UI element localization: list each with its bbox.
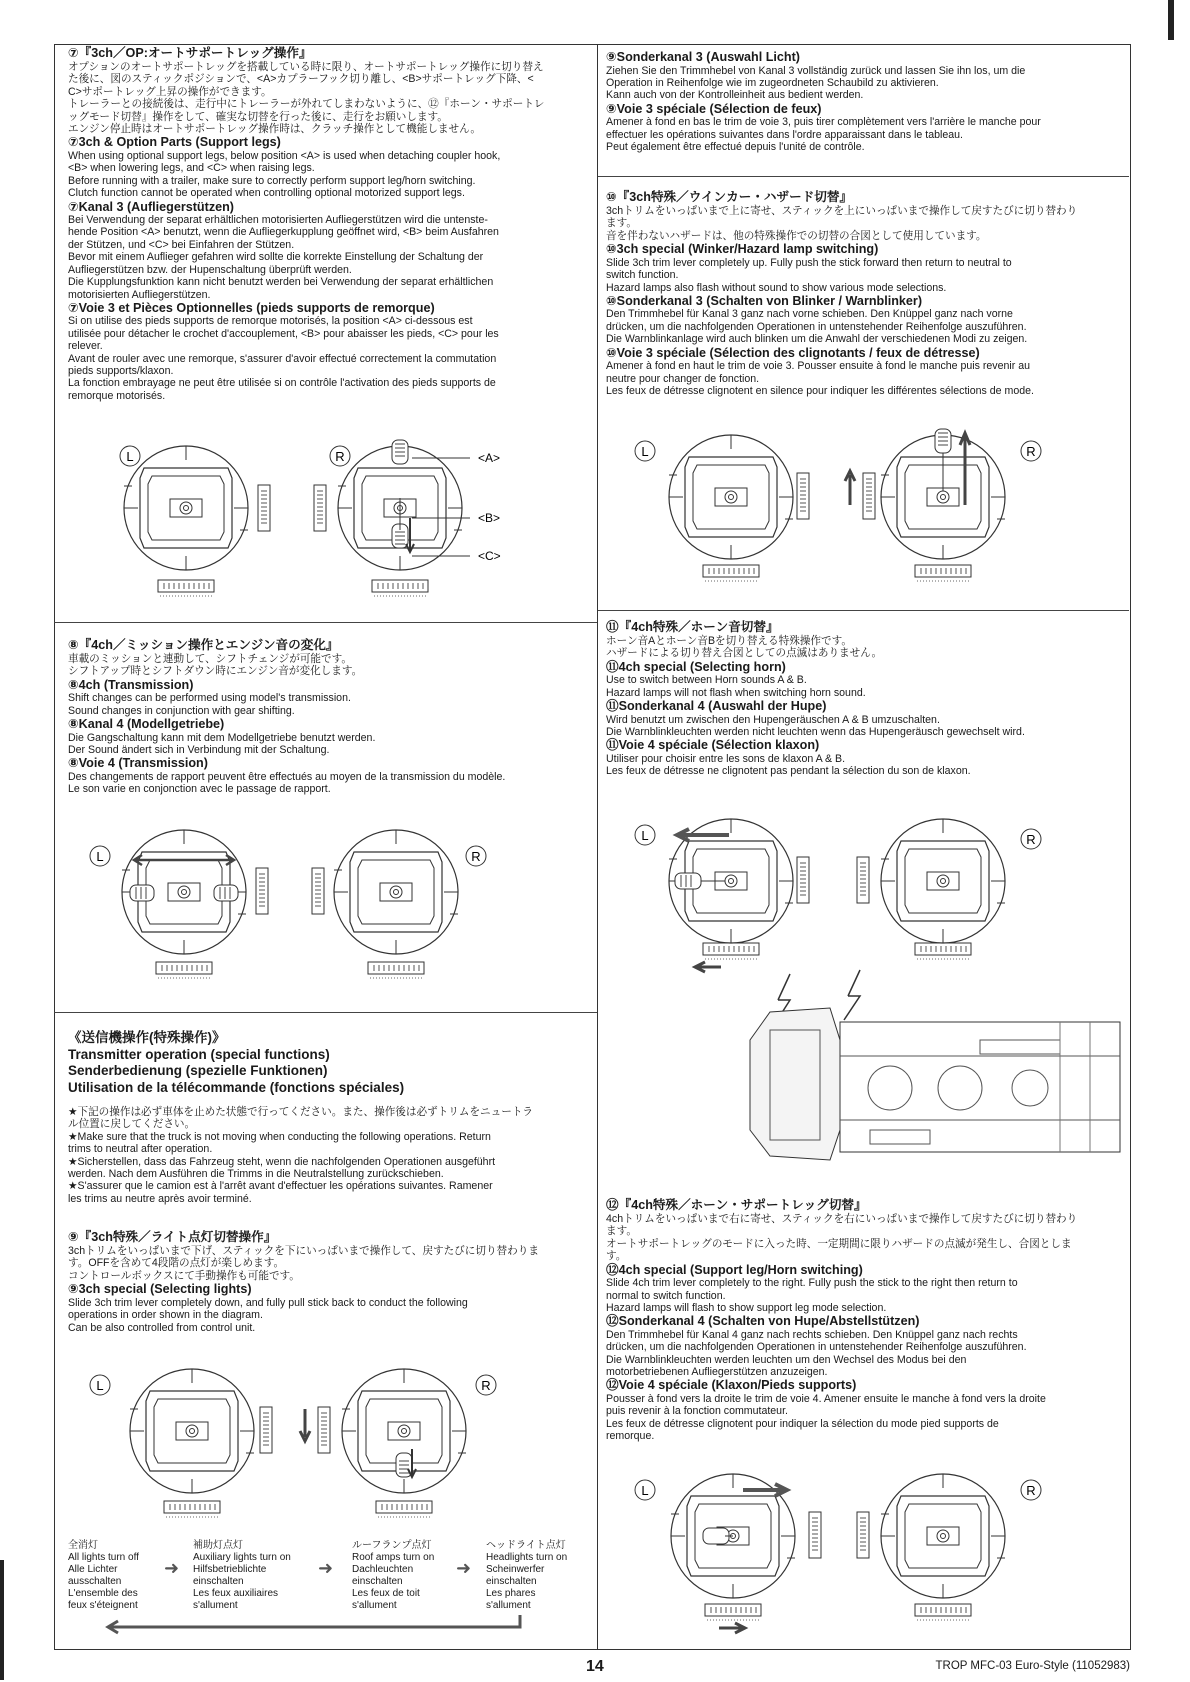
text-line: <B> when lowering legs, and <C> when raising legs. — [68, 162, 315, 175]
text-line: Die Warnblinkanlage wird auch blinken um die Anwahl der verschiedenen Modi zu zeigen. — [606, 333, 1028, 346]
section-8-en-title: ⑧4ch (Transmission) — [68, 677, 194, 692]
section-9-en-title: ⑨3ch special (Selecting lights) — [68, 1282, 252, 1297]
bottom-trim — [915, 943, 971, 959]
section-7-jp-title: ⑦『3ch／OP:オートサポートレッグ操作』 — [68, 46, 312, 60]
stick-knob — [675, 873, 701, 889]
svg-text:L: L — [126, 449, 134, 464]
text-line: Den Trimmhebel für Kanal 4 ganz nach rechts schieben. Den Knüppel ganz nach rechts — [606, 1328, 1018, 1341]
right-vtrim — [863, 473, 875, 519]
section-12-de-title: ⑫Sonderkanal 4 (Schalten von Hupe/Abstellstützen) — [606, 1314, 920, 1329]
bottom-trim — [376, 1501, 432, 1517]
special-operations — [68, 1030, 588, 1205]
stick-knob — [214, 885, 238, 901]
text-line: neutre pour changer de fonction. — [606, 372, 760, 385]
text-line: Slide 3ch trim lever completely up. Fully push the stick forward then return to neutral to — [606, 256, 1012, 269]
text-line: ル位置に戻してください。 — [68, 1118, 196, 1131]
arrow-right-icon: ➜ — [456, 1558, 472, 1578]
text-line: Amener à fond en bas le trim de voie 3, puis tirer complètement vers l'arrière le manche pour — [606, 116, 1041, 129]
section-12-fr-title: ⑫Voie 4 spéciale (Klaxon/Pieds supports) — [606, 1378, 857, 1393]
left-trim — [256, 868, 268, 914]
text-line: エンジン停止時はオートサポートレッグ操作時は、クラッチ操作として機能しません。 — [68, 123, 481, 136]
right-stick-gimbal — [881, 1474, 1005, 1598]
stick-knob — [935, 429, 951, 453]
text-line: Peut également être effectué depuis l'unité de contrôle. — [606, 141, 865, 154]
model-reference: TROP MFC-03 Euro-Style (11052983) — [935, 1660, 1130, 1672]
text-line: Le son varie en conjonction avec le passage de rapport. — [68, 783, 331, 796]
text-line: La fonction embrayage ne peut être utilisée si on contrôle l'activation des pieds supports de — [68, 377, 496, 390]
text-line: ッグモード切替』操作をして、確実な切替を行った後に、走行をお願いします。 — [68, 110, 448, 123]
left-stick-gimbal — [130, 1369, 254, 1493]
text-line: pieds supports/klaxon. — [68, 365, 174, 378]
section-9-de-title: ⑨Sonderkanal 3 (Auswahl Licht) — [606, 50, 801, 64]
right-vtrim — [312, 868, 324, 914]
text-line: ★S'assurer que le camion est à l'arrêt avant d'effectuer les opérations suivantes. Ramener — [68, 1180, 493, 1193]
svg-text:L: L — [641, 828, 649, 843]
text-line: Den Trimmhebel für Kanal 3 ganz nach vorne schieben. Den Knüppel ganz nach vorne — [606, 308, 1013, 321]
stick-label-right — [476, 1375, 496, 1395]
arrow-right-icon: ➜ — [318, 1558, 334, 1578]
text-line: す。OFFを含めて4段階の点灯が楽しめます。 — [68, 1257, 285, 1270]
special-jp-title: 《送信機操作(特殊操作)》 — [68, 1030, 226, 1045]
text-line: Aufliegerstützen bzw. der Hupenschaltung überprüft werden. — [68, 263, 352, 276]
left-trim — [809, 1512, 821, 1558]
divider — [598, 176, 1129, 177]
section-12-en-title: ⑫4ch special (Support leg/Horn switching) — [606, 1262, 863, 1277]
section-12 — [606, 1198, 1126, 1443]
stick-knob — [392, 440, 408, 464]
special-de-title: Senderbedienung (spezielle Funktionen) — [68, 1063, 328, 1078]
text-line: puis revenir à la fonction commutateur. — [606, 1405, 788, 1418]
text-line: Before running with a trailer, make sure to correctly perform support leg/horn switching. — [68, 174, 476, 187]
bottom-trim — [368, 962, 424, 978]
right-vtrim — [314, 485, 326, 531]
text-line: Bei Verwendung der separat erhältlichen motorisierten Aufliegerstützen wird die untenste- — [68, 214, 488, 227]
stick-label-left — [635, 1480, 655, 1500]
left-trim — [258, 485, 270, 531]
text-line: コントロールボックスにて手動操作も可能です。 — [68, 1269, 300, 1282]
edge-mark — [0, 1560, 4, 1680]
text-line: Utiliser pour choisir entre les sons de klaxon A & B. — [606, 752, 846, 765]
text-line: ます。 — [606, 217, 637, 230]
text-line: Ziehen Sie den Trimmhebel von Kanal 3 vollständig zurück und lassen Sie ihn los, um die — [606, 64, 1026, 77]
divider — [598, 610, 1129, 611]
label-a: <A> — [478, 451, 501, 465]
column-divider — [597, 44, 598, 1650]
left-stick-gimbal — [124, 446, 248, 570]
text-line: Use to switch between Horn sounds A & B. — [606, 674, 807, 687]
text-line: オプションのオートサポートレッグを搭載している時に限り、オートサポートレッグ操作に切り替え — [68, 61, 544, 73]
stick-label-left — [90, 846, 110, 866]
section-11-en-title: ⑪4ch special (Selecting horn) — [606, 659, 786, 674]
text-line: drücken, um die nachfolgenden Operationen in untenstehender Reihenfolge auszuführen. — [606, 1341, 1027, 1354]
text-line: werden. Nach dem Ausführen die Trimms in die Neutralstellung zurückschieben. — [68, 1168, 444, 1181]
svg-text:R: R — [471, 849, 481, 864]
bottom-trim — [703, 565, 759, 581]
section-11-de-title: ⑪Sonderkanal 4 (Auswahl der Hupe) — [606, 699, 827, 714]
svg-text:L: L — [641, 1483, 649, 1498]
bottom-trim — [703, 943, 759, 959]
text-line: Slide 4ch trim lever completely to the right. Fully push the stick to the right then return to — [606, 1277, 1018, 1290]
stick-label-right — [466, 846, 486, 866]
text-line: Hazard lamps will not flash when switching horn sound. — [606, 686, 866, 699]
right-vtrim — [857, 1512, 869, 1558]
text-line: 4chトリムをいっぱいまで右に寄せ、スティックを右にいっぱいまで操作して戻すたびに切り替わり — [606, 1213, 1078, 1225]
section-8 — [68, 638, 588, 796]
section-7 — [68, 46, 588, 402]
text-line: Avant de rouler avec une remorque, s'assurer d'avoir effectué correctement la commutation — [68, 352, 497, 365]
section-7-en-title: ⑦3ch & Option Parts (Support legs) — [68, 135, 281, 150]
text-line: C>サポートレッグ上昇の操作ができます。 — [68, 85, 272, 98]
section-9-fr-title: ⑨Voie 3 spéciale (Sélection de feux) — [606, 101, 822, 116]
section-11 — [606, 620, 1126, 778]
section-9-continued — [606, 50, 1126, 153]
text-line: ★下記の操作は必ず車体を止めた状態で行ってください。また、操作後は必ずトリムをニュートラ — [68, 1106, 534, 1118]
text-line: 3chトリムをいっぱいまで上に寄せ、スティックを上にいっぱいまで操作して戻すたびに切り替わり — [606, 205, 1078, 217]
text-line: operations in order shown in the diagram. — [68, 1309, 263, 1322]
text-line: utilisée pour détacher le crochet d'accouplement, <B> pour abaisser les pieds, <C> pour les — [68, 327, 499, 340]
text-line: Slide 3ch trim lever completely down, and fully pull stick back to conduct the following — [68, 1296, 468, 1309]
section-8-jp-title: ⑧『4ch／ミッション操作とエンジン音の変化』 — [68, 638, 339, 652]
diagram-transmission — [80, 820, 520, 995]
text-line: Si on utilise des pieds supports de remorque motorisés, la position <A> ci-dessous est — [68, 315, 473, 328]
svg-text:L: L — [641, 444, 649, 459]
diagram-horn — [625, 815, 1065, 980]
label-c: <C> — [478, 549, 501, 563]
text-line: Operation in Reihenfolge wie im zugeordneten Schaubild zu aktivieren. — [606, 76, 939, 89]
right-vtrim — [318, 1407, 330, 1453]
text-line: remorque motorisés. — [68, 389, 166, 402]
text-line: relever. — [68, 340, 103, 353]
text-line: drücken, um die nachfolgenden Operationen in untenstehender Reihenfolge auszuführen. — [606, 320, 1027, 333]
section-9-jp-title: ⑨『3ch特殊／ライト点灯切替操作』 — [68, 1230, 277, 1244]
text-line: 車載のミッションと連動して、シフトチェンジが可能です。 — [68, 653, 352, 665]
text-line: ホーン音Aとホーン音Bを切り替える特殊操作です。 — [606, 635, 852, 647]
text-line: Hazard lamps will flash to show support leg mode selection. — [606, 1301, 887, 1314]
stick-label-left — [635, 441, 655, 461]
stick-label-right — [1021, 829, 1041, 849]
stick-label-right — [1021, 441, 1041, 461]
text-line: Les feux de détresse clignotent pour indiquer la sélection du mode pied supports de — [606, 1417, 999, 1430]
lamp-step-1: 全消灯 All lights turn off Alle Lichter ausschalten L'ensemble des feux s'éteignent — [68, 1540, 139, 1611]
svg-text:R: R — [335, 449, 345, 464]
text-line: Kann auch von der Kontrolleinheit aus bedient werden. — [606, 89, 864, 102]
text-line: た後に、図のスティックポジションで、<A>カプラーフック切り離し、<B>サポートレッグ下降、< — [68, 73, 534, 86]
left-stick-gimbal — [669, 435, 793, 559]
section-10-de-title: ⑩Sonderkanal 3 (Schalten von Blinker / Warnblinker) — [606, 293, 923, 308]
svg-text:R: R — [1026, 832, 1036, 847]
text-line: Can be also controlled from control unit. — [68, 1321, 256, 1334]
section-10-fr-title: ⑩Voie 3 spéciale (Sélection des clignotants / feux de détresse) — [606, 345, 980, 360]
text-line: trims to neutral after operation. — [68, 1143, 213, 1156]
text-line: Clutch function cannot be operated when controlling optional motorized support legs. — [68, 187, 465, 200]
svg-text:R: R — [481, 1378, 491, 1393]
stick-label-left — [120, 446, 140, 466]
lamp-step-4: ヘッドライト点灯 Headlights turn on Scheinwerfer einschalten Les phares s'allument — [486, 1540, 568, 1611]
bottom-trim — [158, 580, 214, 596]
section-7-fr-title: ⑦Voie 3 et Pièces Optionnelles (pieds supports de remorque) — [68, 300, 435, 315]
text-line: hende Position <A> benutzt, wenn die Aufliegerkupplung geöffnet wird, <B> beim Ausfahren — [68, 226, 499, 239]
text-line: Les feux de détresse clignotent en silence pour indiquer les différentes sélections de mode. — [606, 384, 1034, 397]
bottom-trim — [156, 962, 212, 978]
text-line: motorbetriebenen Aufliegerstützen anzuzeigen. — [606, 1366, 828, 1379]
text-line: motorisierten Aufliegerstützen. — [68, 288, 211, 301]
section-8-de-title: ⑧Kanal 4 (Modellgetriebe) — [68, 717, 225, 732]
text-line: Wird benutzt um zwischen den Hupengeräuschen A & B umzuschalten. — [606, 713, 940, 726]
arrow-right-icon: ➜ — [164, 1558, 180, 1578]
text-line: Bevor mit einem Auflieger gefahren wird sollte die korrekte Einstellung der Schaltung der — [68, 251, 484, 264]
text-line: シフトアップ時とシフトダウン時にエンジン音が変化します。 — [68, 665, 363, 678]
text-line: ★Sicherstellen, dass das Fahrzeug steht, wenn die nachfolgenden Operationen ausgeführt — [68, 1155, 496, 1168]
text-line: 3chトリムをいっぱいまで下げ、スティックを下にいっぱいまで操作して、戻すたびに切り替わりま — [68, 1245, 539, 1257]
stick-label-left — [90, 1375, 110, 1395]
text-line: オートサポートレッグのモードに入った時、一定期間に限りハザードの点滅が発生し、合図としま — [606, 1237, 1072, 1250]
svg-text:L: L — [96, 849, 104, 864]
special-fr-title: Utilisation de la télécommande (fonctions spéciales) — [68, 1079, 405, 1095]
section-9 — [68, 1230, 588, 1334]
text-line: remorque. — [606, 1430, 655, 1443]
stick-label-right — [330, 446, 350, 466]
bottom-trim — [372, 580, 428, 596]
left-trim — [797, 473, 809, 519]
text-line: Die Warnblinkleuchten werden nicht leuchten wenn das Hupengeräusch gewechselt wird. — [606, 726, 1025, 739]
stick-label-left — [635, 825, 655, 845]
stick-knob — [130, 885, 154, 901]
text-line: Die Warnblinkleuchten werden leuchten um den Wechsel des Modus bei den — [606, 1353, 967, 1366]
svg-text:R: R — [1026, 1483, 1036, 1498]
bottom-trim — [915, 565, 971, 581]
diagram-hazard — [625, 425, 1065, 590]
truck-illustration — [740, 960, 1130, 1170]
text-line: normal to switch function. — [606, 1289, 726, 1302]
text-line: effectuer les opérations suivantes dans l'ordre apparaissant dans le tableau. — [606, 128, 963, 141]
label-b: <B> — [478, 511, 501, 525]
text-line: 音を伴わないハザードは、他の特殊操作での切替の合図として使用しています。 — [606, 229, 987, 242]
text-line: Hazard lamps also flash without sound to show various mode selections. — [606, 281, 947, 294]
edge-mark — [1168, 0, 1174, 40]
section-10-en-title: ⑩3ch special (Winker/Hazard lamp switching) — [606, 242, 879, 257]
text-line: Les feux de détresse ne clignotent pas pendant la sélection du son de klaxon. — [606, 765, 971, 778]
lamp-step-3: ルーフランプ点灯 Roof amps turn on Dachleuchten einschalten Les feux de toit s'allument — [352, 1540, 435, 1611]
bottom-trim — [705, 1604, 761, 1620]
section-7-de-title: ⑦Kanal 3 (Aufliegerstützen) — [68, 199, 235, 214]
section-8-fr-title: ⑧Voie 4 (Transmission) — [68, 756, 208, 771]
cycle-arrow-icon — [100, 1615, 530, 1635]
text-line: Sound changes in conjunction with gear shifting. — [68, 704, 295, 717]
page-number: 14 — [586, 1658, 604, 1675]
text-line: der Stützen, und <C> bei Einfahren der Stützen. — [68, 238, 295, 251]
left-trim — [260, 1407, 272, 1453]
divider — [54, 1012, 597, 1013]
text-line: Die Kupplungsfunktion kann nicht benutzt werden bei Verwendung der separat erhältlichen — [68, 276, 494, 289]
left-trim — [797, 857, 809, 903]
text-line: ハザードによる切り替え合図としての点滅はありません。 — [606, 647, 883, 660]
special-en-title: Transmitter operation (special functions) — [68, 1046, 330, 1062]
text-line: す。 — [606, 1250, 627, 1263]
svg-text:L: L — [96, 1378, 104, 1393]
lamp-step-2: 補助灯点灯 Auxiliary lights turn on Hilfsbetrieblichte einschalten Les feux auxiliaires s'allument — [193, 1540, 291, 1611]
bottom-trim — [164, 1501, 220, 1517]
text-line: Amener à fond en haut le trim de voie 3. Pousser ensuite à fond le manche puis revenir au — [606, 360, 1030, 373]
diagram-lights — [80, 1365, 520, 1525]
diagram-support-horn — [625, 1470, 1065, 1640]
section-10 — [606, 190, 1126, 397]
text-line: When using optional support legs, below position <A> is used when detaching coupler hook, — [68, 149, 501, 162]
text-line: ★Make sure that the truck is not moving when conducting the following operations. Return — [68, 1130, 491, 1143]
text-line: トレーラーとの接続後は、走行中にトレーラーが外れてしまわないように、⑫『ホーン・サポートレ — [68, 98, 545, 111]
section-12-jp-title: ⑫『4ch特殊／ホーン・サポートレッグ切替』 — [606, 1198, 867, 1212]
diagram-support-legs — [100, 430, 560, 605]
stick-label-right — [1021, 1480, 1041, 1500]
text-line: ます。 — [606, 1225, 637, 1238]
text-line: Des changements de rapport peuvent être effectués au moyen de la transmission du modèle. — [68, 770, 506, 783]
text-line: Die Gangschaltung kann mit dem Modellgetriebe benutzt werden. — [68, 731, 376, 744]
text-line: Der Sound ändert sich in Verbindung mit der Schaltung. — [68, 744, 330, 757]
text-line: Pousser à fond vers la droite le trim de voie 4. Amener ensuite le manche à fond vers la droite — [606, 1392, 1046, 1405]
section-11-fr-title: ⑪Voie 4 spéciale (Sélection klaxon) — [606, 738, 820, 753]
right-stick-gimbal — [334, 830, 458, 954]
right-vtrim — [857, 857, 869, 903]
svg-text:R: R — [1026, 444, 1036, 459]
divider — [54, 622, 597, 623]
text-line: les trims au neutre après avoir terminé. — [68, 1192, 252, 1205]
bottom-trim — [915, 1604, 971, 1620]
text-line: Shift changes can be performed using model's transmission. — [68, 692, 351, 705]
section-11-jp-title: ⑪『4ch特殊／ホーン音切替』 — [606, 620, 779, 634]
right-stick-gimbal — [881, 819, 1005, 943]
section-10-jp-title: ⑩『3ch特殊／ウインカー・ハザード切替』 — [606, 190, 853, 204]
text-line: switch function. — [606, 269, 679, 282]
